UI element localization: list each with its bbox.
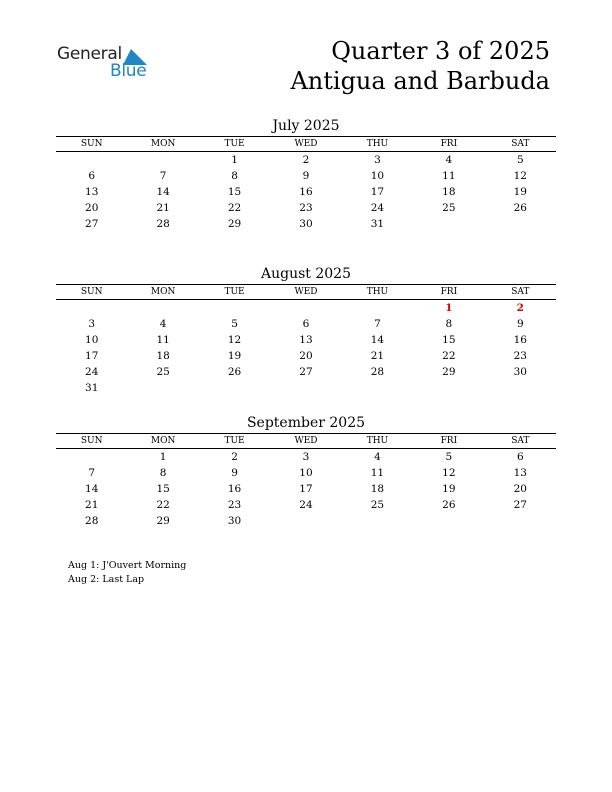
day-cell: 1 [445,302,453,314]
weekday-label: SAT [511,139,530,149]
week-row [56,184,556,200]
month-september [56,413,556,529]
day-cell: 5 [516,154,524,166]
day-cell: 2 [516,302,524,314]
day-cell [413,513,484,529]
day-cell: 6 [302,318,310,330]
week-row [56,513,556,529]
day-cell: 18 [442,186,456,198]
day-cell: 22 [227,202,242,214]
day-cell [56,300,127,316]
weekday-label: TUE [224,139,245,149]
day-cell: 26 [513,202,527,214]
day-cell: 26 [442,499,456,511]
day-cell [56,152,127,168]
month-august [56,264,556,396]
day-cell: 7 [159,170,167,182]
week-row [56,380,556,396]
day-cell: 18 [156,350,170,362]
day-cell: 24 [85,366,99,378]
month-title: September 2025 [246,415,366,431]
day-cell: 12 [227,334,242,346]
day-cell [56,449,127,465]
week-row [56,216,556,232]
day-cell: 30 [513,366,527,378]
day-cell: 23 [299,202,313,214]
day-cell: 24 [370,202,385,214]
day-cell: 27 [299,366,313,378]
day-cell [342,380,413,396]
day-cell: 20 [85,202,99,214]
holiday-notes [68,559,186,587]
weekday-header [56,433,556,449]
weekday-label: THU [366,436,389,446]
weekday-label: FRI [440,287,458,297]
day-cell: 29 [156,515,170,527]
weekday-label: TUE [224,287,245,297]
holiday-note: Aug 2: Last Lap [68,574,145,585]
day-cell: 15 [156,483,170,495]
title-quarter: Quarter 3 of 2025 [331,37,550,65]
month-grid [56,300,556,396]
day-cell [485,513,556,529]
weekday-label: THU [366,287,389,297]
day-cell: 28 [156,218,170,230]
day-cell: 15 [442,334,456,346]
weekday-label: WED [294,139,318,149]
day-cell: 4 [445,154,453,166]
day-cell: 2 [231,451,238,463]
logo-text-general: General [57,44,122,64]
day-cell: 3 [88,318,96,330]
day-cell: 16 [299,186,313,198]
week-row [56,481,556,497]
day-cell: 23 [227,499,242,511]
holiday-note: Aug 1: J'Ouvert Morning [68,560,187,571]
day-cell: 10 [370,170,385,182]
weekday-label: SAT [511,436,530,446]
day-cell: 27 [513,499,527,511]
day-cell: 19 [513,186,527,198]
day-cell: 12 [513,170,527,182]
day-cell: 28 [85,515,99,527]
day-cell: 8 [231,170,238,182]
week-row [56,168,556,184]
day-cell: 30 [227,515,242,527]
day-cell: 9 [231,467,238,479]
weekday-label: SUN [80,287,103,297]
day-cell: 11 [156,334,170,346]
day-cell: 20 [513,483,527,495]
day-cell: 19 [442,483,456,495]
week-row [56,152,556,168]
day-cell: 8 [159,467,167,479]
week-row [56,497,556,513]
day-cell: 17 [85,350,99,362]
weekday-label: SAT [511,287,530,297]
day-cell: 10 [85,334,99,346]
day-cell: 23 [513,350,527,362]
day-cell: 21 [156,202,170,214]
week-row [56,348,556,364]
day-cell [342,300,413,316]
week-row [56,449,556,465]
weekday-label: MON [150,139,176,149]
week-row [56,332,556,348]
logo-text-blue: Blue [110,61,147,81]
day-cell: 21 [85,499,99,511]
day-cell: 7 [374,318,381,330]
day-cell: 11 [370,467,385,479]
week-row [56,316,556,332]
day-cell: 13 [299,334,313,346]
weekday-label: FRI [440,436,458,446]
day-cell [270,513,341,529]
day-cell: 16 [513,334,527,346]
week-row [56,465,556,481]
weekday-label: THU [366,139,389,149]
day-cell: 3 [302,451,310,463]
day-cell: 4 [159,318,167,330]
day-cell: 25 [156,366,170,378]
title-country: Antigua and Barbuda [290,67,550,95]
month-title: July 2025 [272,118,340,134]
day-cell: 14 [156,186,170,198]
month-grid [56,152,556,232]
day-cell: 9 [516,318,524,330]
day-cell: 25 [442,202,456,214]
day-cell: 29 [442,366,456,378]
day-cell [413,380,484,396]
weekday-label: SUN [80,139,103,149]
day-cell: 8 [445,318,453,330]
page-title [290,36,550,96]
day-cell: 14 [85,483,99,495]
day-cell [485,380,556,396]
day-cell: 13 [513,467,527,479]
month-july [56,116,556,232]
day-cell [127,300,198,316]
day-cell: 9 [302,170,310,182]
day-cell [413,216,484,232]
day-cell: 18 [370,483,385,495]
day-cell: 22 [442,350,456,362]
day-cell: 14 [370,334,385,346]
day-cell: 6 [516,451,524,463]
day-cell: 19 [227,350,242,362]
day-cell: 1 [231,154,238,166]
day-cell: 2 [302,154,310,166]
day-cell: 30 [299,218,313,230]
month-title: August 2025 [261,266,351,282]
weekday-label: MON [150,287,176,297]
day-cell: 25 [370,499,385,511]
weekday-header [56,136,556,152]
day-cell: 7 [88,467,96,479]
weekday-label: WED [294,436,318,446]
day-cell: 24 [299,499,313,511]
day-cell [342,513,413,529]
weekday-label: MON [150,436,176,446]
week-row [56,364,556,380]
day-cell: 11 [442,170,456,182]
day-cell: 3 [374,154,381,166]
day-cell: 22 [156,499,170,511]
day-cell: 17 [299,483,313,495]
day-cell: 16 [227,483,242,495]
day-cell: 5 [231,318,238,330]
week-row [56,300,556,316]
day-cell [199,380,270,396]
day-cell [270,380,341,396]
day-cell: 21 [370,350,385,362]
weekday-label: FRI [440,139,458,149]
day-cell: 27 [85,218,99,230]
day-cell: 4 [374,451,381,463]
day-cell: 17 [370,186,385,198]
day-cell: 31 [370,218,385,230]
day-cell: 29 [227,218,242,230]
day-cell [199,300,270,316]
month-grid [56,449,556,529]
day-cell: 12 [442,467,456,479]
weekday-label: SUN [80,436,103,446]
weekday-header [56,284,556,300]
week-row [56,200,556,216]
day-cell: 28 [370,366,385,378]
day-cell: 31 [85,382,99,394]
weekday-label: WED [294,287,318,297]
day-cell: 5 [445,451,453,463]
day-cell: 13 [85,186,99,198]
day-cell: 6 [88,170,96,182]
day-cell: 1 [159,451,167,463]
day-cell [127,380,198,396]
general-blue-logo [57,43,167,83]
day-cell [127,152,198,168]
day-cell [270,300,341,316]
day-cell: 15 [227,186,242,198]
day-cell: 10 [299,467,313,479]
day-cell: 26 [227,366,242,378]
day-cell [485,216,556,232]
weekday-label: TUE [224,436,245,446]
day-cell: 20 [299,350,313,362]
